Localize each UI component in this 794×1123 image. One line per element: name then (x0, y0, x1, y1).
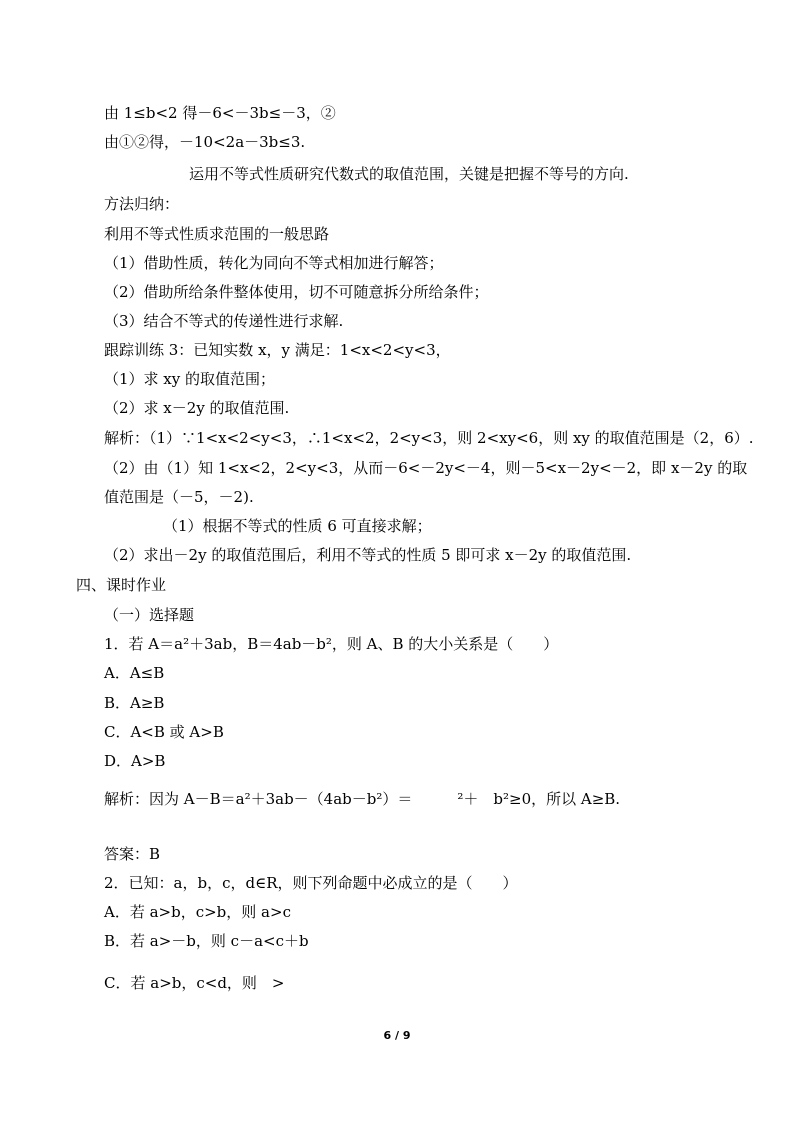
solution-line-3: 值范围是（－5，－2). (104, 488, 254, 506)
question-1-option-c: C．A<B 或 A>B (104, 723, 224, 741)
question-2-option-a: A．若 a>b，c>b，则 a>c (104, 903, 291, 921)
question-2-option-c: C．若 a>b，c<d，则 > (104, 974, 285, 992)
question-1-option-b: B．A≥B (104, 694, 165, 712)
method-item-3: （3）结合不等式的传递性进行求解. (104, 312, 344, 330)
question-1-option-a: A．A≤B (104, 664, 165, 682)
exercise-3-part-2: （2）求 x－2y 的取值范围. (104, 399, 290, 417)
page-number: 6 / 9 (383, 1029, 411, 1042)
subsection-choice-heading: （一）选择题 (104, 606, 195, 624)
question-2-option-b: B．若 a>－b，则 c－a<c＋b (104, 932, 309, 950)
solution-line-2: （2）由（1）知 1<x<2，2<y<3，从而－6<－2y<－4，则－5<x－2y<－2，即 x－2y 的取 (104, 459, 748, 477)
section-homework-heading: 四、课时作业 (76, 576, 167, 594)
question-2-stem: 2．已知：a，b，c，d∈R，则下列命题中必成立的是（ ） (104, 874, 518, 892)
method-item-1: （1）借助性质，转化为同向不等式相加进行解答； (104, 254, 444, 272)
question-1-option-d: D．A>B (104, 752, 166, 770)
exercise-3-part-1: （1）求 xy 的取值范围； (104, 370, 276, 388)
text-line-1: 由 1≤b<2 得－6<－3b≤－3，② (104, 104, 336, 122)
exercise-3-statement: 跟踪训练 3：已知实数 x，y 满足：1<x<2<y<3， (104, 341, 451, 359)
question-1-stem: 1．若 A＝a²＋3ab，B＝4ab－b²，则 A、B 的大小关系是（ ） (104, 635, 559, 653)
note-line: 运用不等式性质研究代数式的取值范围，关键是把握不等号的方向. (189, 165, 629, 183)
hint-line-1: （1）根据不等式的性质 6 可直接求解； (163, 517, 432, 535)
question-1-analysis: 解析：因为 A－B＝a²＋3ab－（4ab－b²）＝ ²＋ b²≥0，所以 A≥B. (104, 790, 621, 808)
question-1-answer: 答案：B (104, 845, 161, 863)
hint-line-2: （2）求出－2y 的取值范围后，利用不等式的性质 5 即可求 x－2y 的取值范围. (104, 546, 632, 564)
solution-line-1: 解析：（1）∵1<x<2<y<3，∴1<x<2，2<y<3，则 2<xy<6，则 xy 的取值范围是（2，6）. (104, 429, 754, 447)
section-method-summary: 方法归纳： (104, 195, 180, 213)
method-item-2: （2）借助所给条件整体使用，切不可随意拆分所给条件； (104, 283, 489, 301)
text-line-5: 利用不等式性质求范围的一般思路 (104, 225, 330, 243)
text-line-2: 由①②得，－10<2a－3b≤3. (104, 133, 306, 151)
